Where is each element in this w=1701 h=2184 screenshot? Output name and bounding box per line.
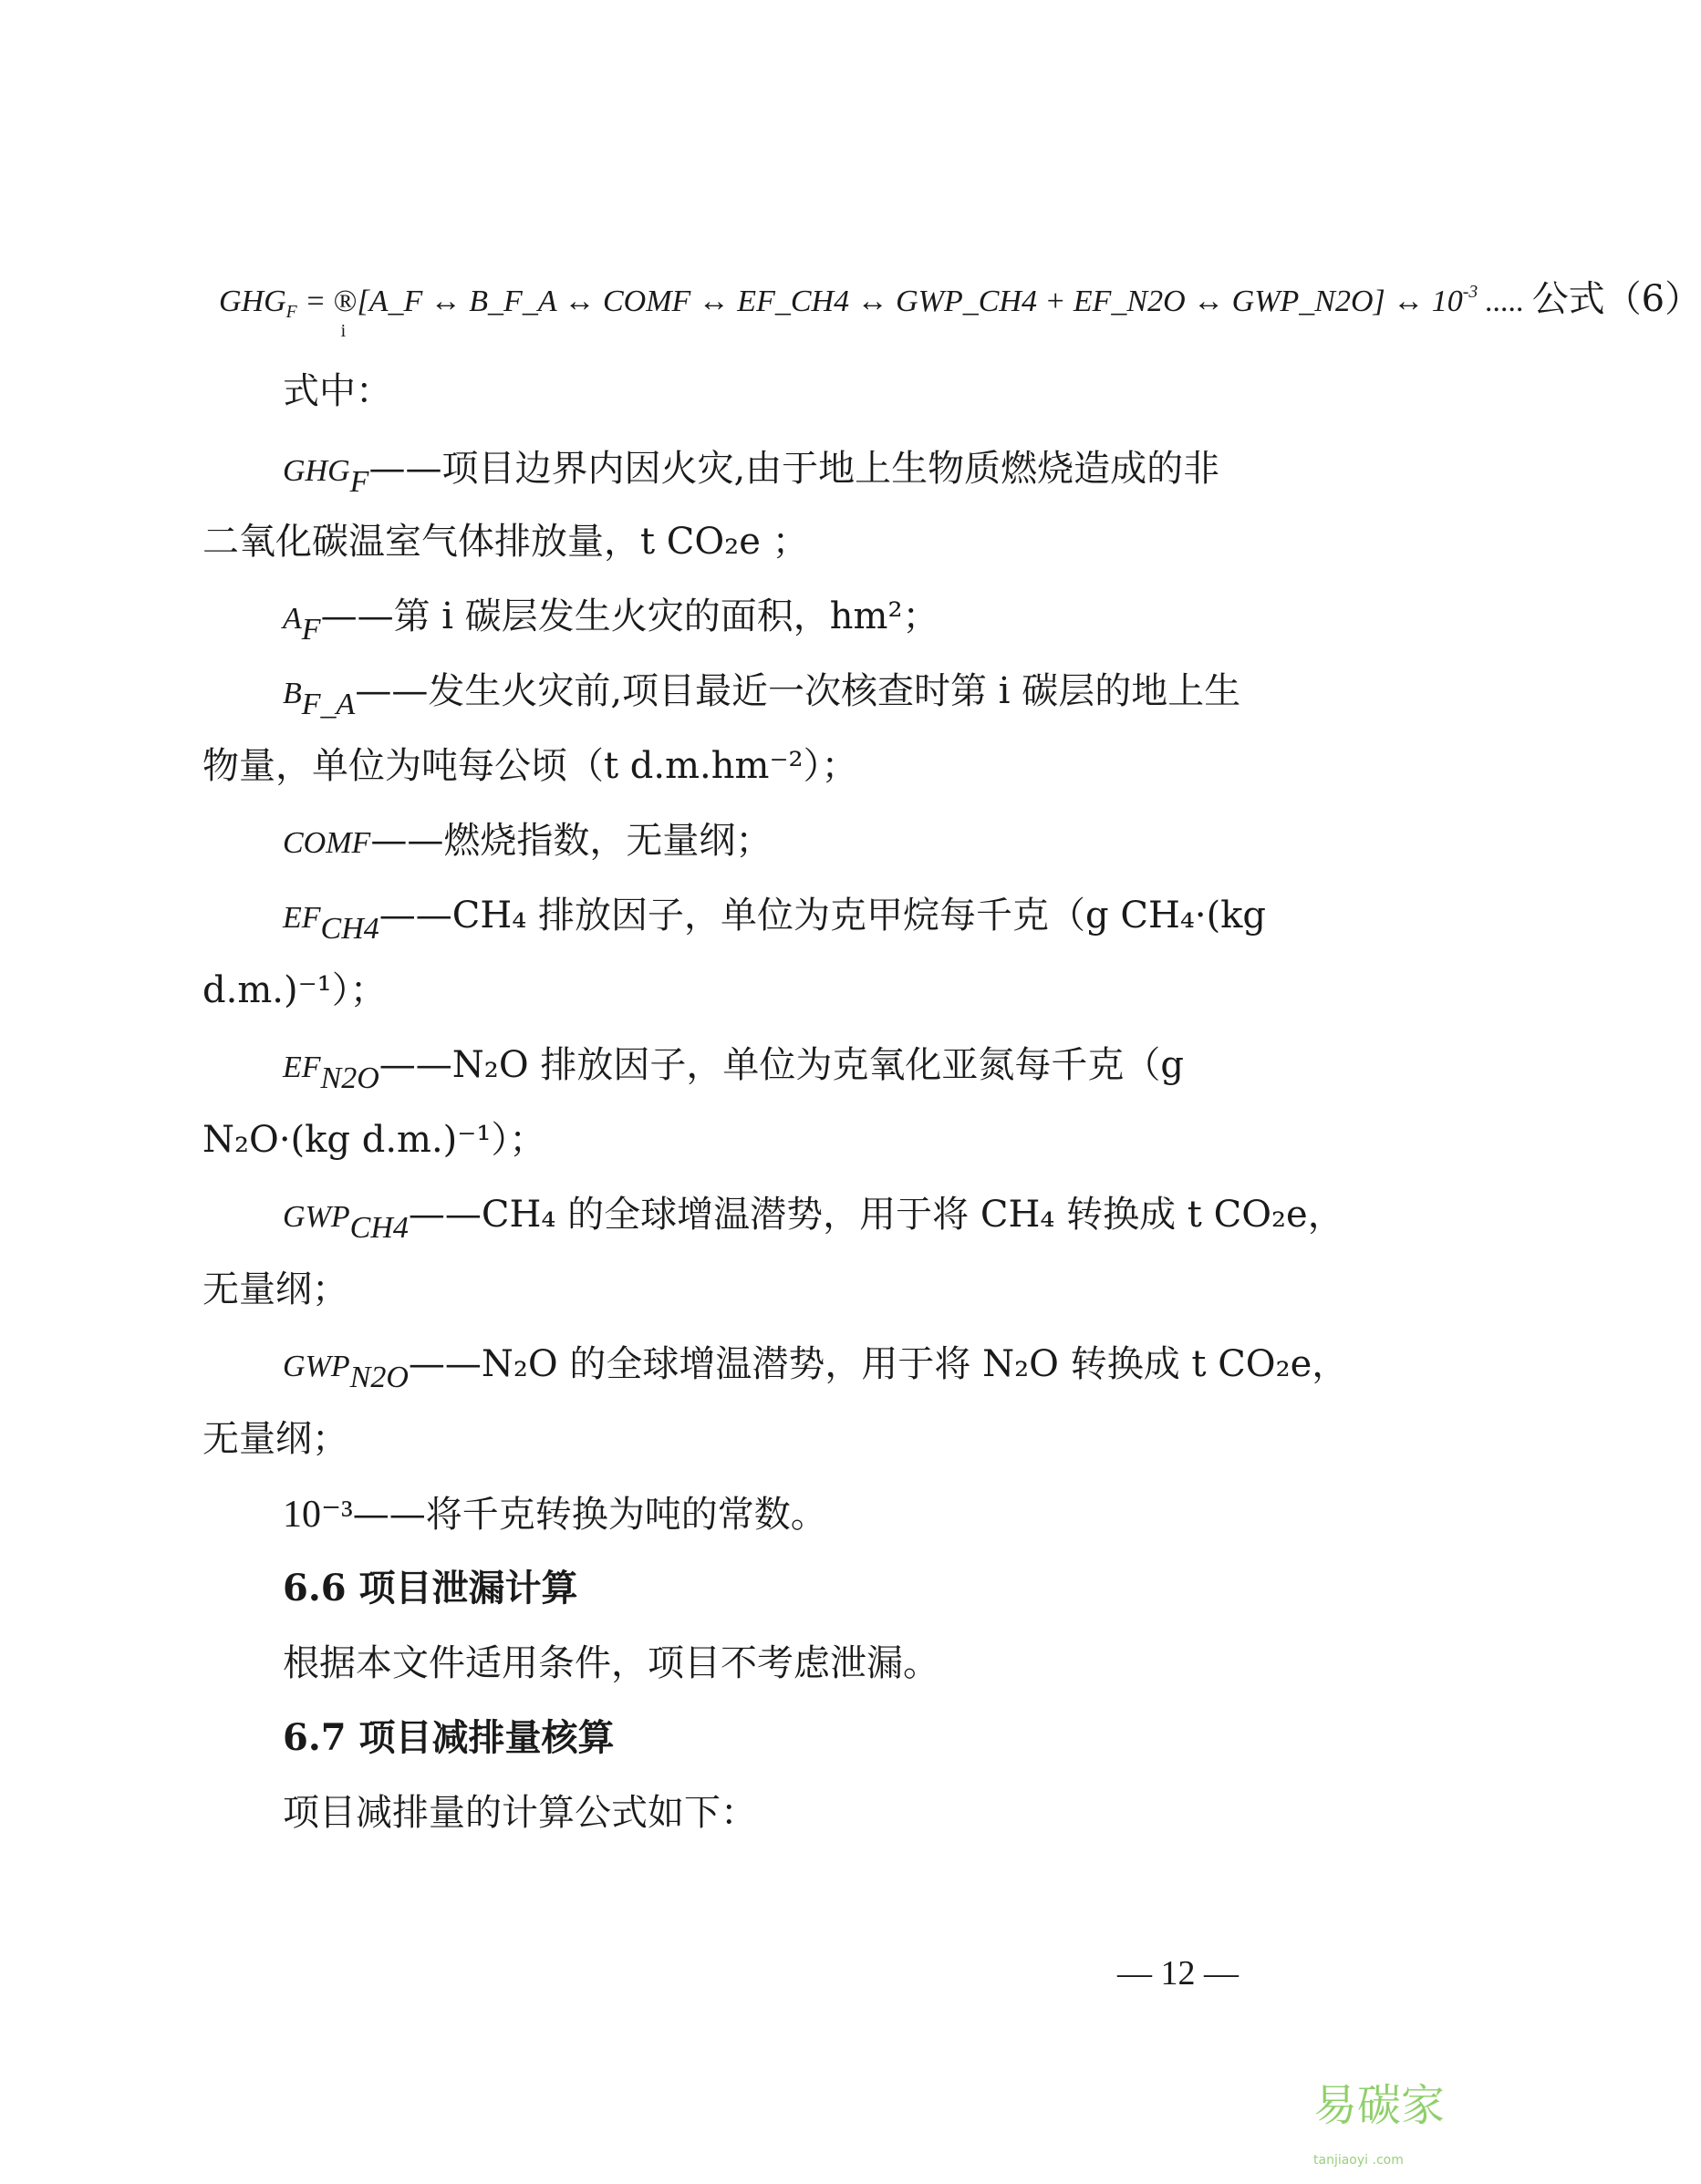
def-b-f-a [283,669,1240,724]
def-symbol: GWP [283,1350,350,1383]
sum-index: i [340,321,347,341]
def-text: ——项目边界内因火灾,由于地上生物质燃烧造成的非 [368,448,1220,490]
def-symbol-sub: N2O [349,1360,409,1394]
def-symbol: GWP [283,1200,350,1234]
watermark-domain: tanjiaoyi .com [1313,2153,1404,2168]
def-gwp-n2o [283,1342,1348,1397]
def-text: ——燃烧指数，无量纲； [370,820,773,862]
watermark-logo [1313,2070,1509,2184]
def-text: ——将千克转换为吨的常数。 [352,1494,827,1536]
def-symbol-sub: CH4 [320,911,379,946]
formula-6 [219,270,1701,341]
def-text: ——CH₄ 的全球增温潜势，用于将 CH₄ 转换成 t CO₂e， [408,1194,1344,1236]
def-gwp-ch4 [283,1193,1344,1247]
where-intro: 式中： [283,370,392,412]
def-symbol-sub: F_A [301,687,356,721]
page-number: — 12 — [1117,1954,1239,1993]
def-symbol-sub: CH4 [349,1210,409,1245]
def-ef-ch4 [283,894,1266,948]
sum-symbol: ® [333,285,358,318]
def-gwp-ch4-cont: 无量纲； [202,1268,348,1310]
def-ef-ch4-cont: d.m.)⁻¹）； [202,969,387,1011]
def-b-f-a-cont: 物量，单位为吨每公顷（t d.m.hm⁻²）； [202,745,858,787]
def-symbol-sub: F [349,464,369,499]
formula-lhs-sub: F [285,301,297,322]
formula-label: 公式（6） [1531,278,1701,320]
section-6-6-body: 根据本文件适用条件，项目不考虑泄漏。 [283,1642,939,1684]
def-ef-n2o-cont: N₂O·(kg d.m.)⁻¹）； [202,1119,546,1161]
def-a-f [283,595,939,649]
formula-eq: = [296,285,334,318]
def-ten-neg3 [283,1492,827,1537]
def-ghg-f-cont: 二氧化碳温室气体排放量，t CO₂e ； [202,521,809,563]
formula-lhs: GHG [219,285,286,318]
def-ghg-f [283,447,1219,502]
def-text: ——第 i 碳层发生火灾的面积，hm²； [320,595,939,637]
watermark-text: 易碳家 [1313,2080,1446,2131]
def-text: ——N₂O 排放因子，单位为克氧化亚氮每千克（g [379,1044,1184,1086]
section-6-7-heading: 6.7 项目减排量核算 [283,1716,615,1759]
def-symbol-sub: N2O [320,1061,379,1095]
def-symbol: B [283,677,302,710]
def-symbol: 10⁻³ [283,1494,353,1536]
def-ef-n2o [283,1043,1184,1098]
def-symbol: A [283,602,302,636]
formula-body: [A_F ↔ B_F_A ↔ COMF ↔ EF_CH4 ↔ GWP_CH4 + EF_N2O ↔ GWP_N2O] ↔ 10 [357,285,1463,318]
def-symbol-sub: F [301,612,321,647]
def-gwp-n2o-cont: 无量纲； [202,1418,348,1460]
def-symbol: EF [283,901,321,935]
def-symbol: EF [283,1051,321,1084]
sum-sign [333,285,358,341]
def-symbol: COMF [283,826,371,860]
section-6-7-body: 项目减排量的计算公式如下： [283,1792,757,1834]
def-text: ——N₂O 的全球增温潜势，用于将 N₂O 转换成 t CO₂e， [408,1343,1349,1385]
formula-dots: ..... [1478,285,1525,318]
formula-body-exp: -3 [1462,282,1478,303]
def-text: ——CH₄ 排放因子，单位为克甲烷每千克（g CH₄·(kg [379,895,1267,937]
def-text: ——发生火灾前,项目最近一次核查时第 i 碳层的地上生 [355,670,1241,712]
def-comf [283,819,772,863]
section-6-6-heading: 6.6 项目泄漏计算 [283,1567,578,1610]
def-symbol: GHG [283,454,350,488]
